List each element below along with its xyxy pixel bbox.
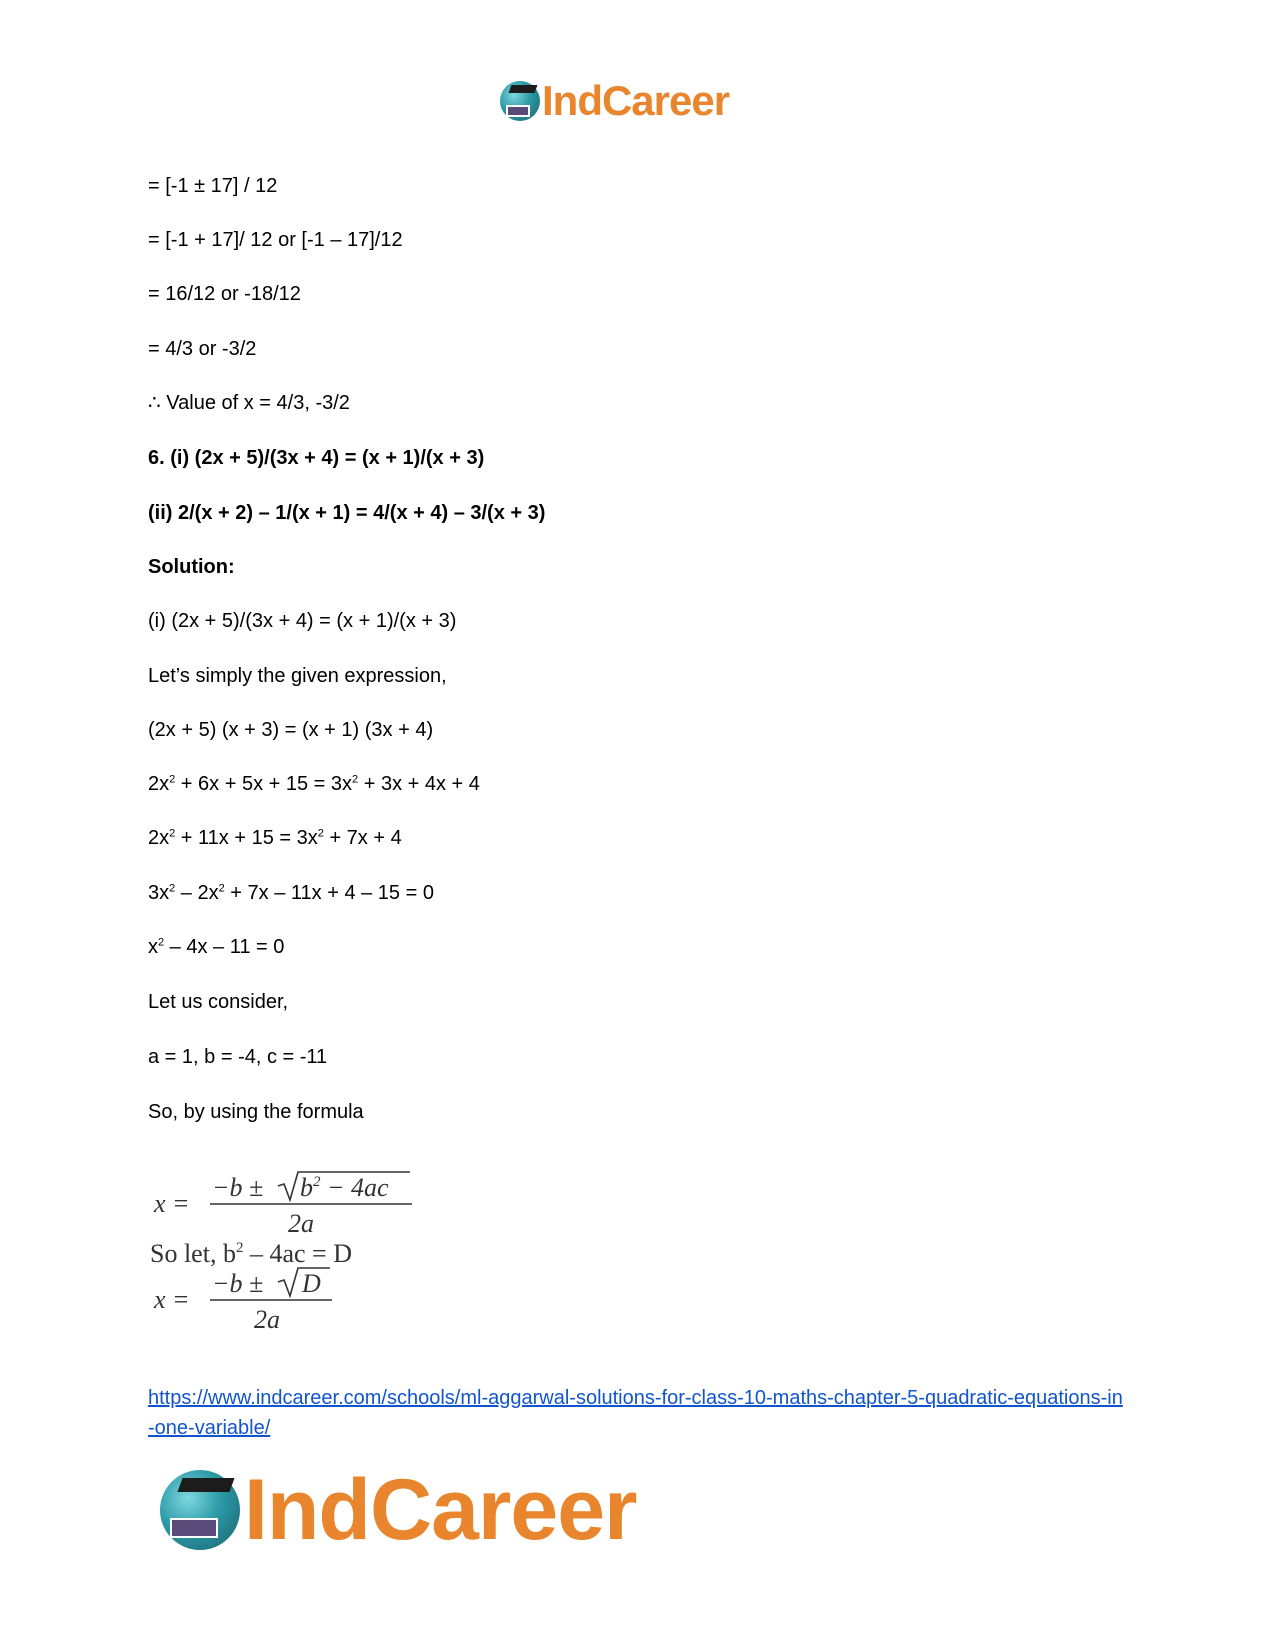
text-line: So, by using the formula (148, 1101, 364, 1123)
math-line-quadratic: $x^2 - 4x - 11 = 0$ (148, 936, 285, 958)
math-line: (2x + 5) (x + 3) = (x + 1) (3x + 4) (148, 719, 434, 741)
logo-text: IndCareer (542, 77, 730, 124)
formula-x-label-2: x = (154, 1285, 190, 1314)
quadratic-formula (150, 1170, 430, 1340)
math-line: (i) (2x + 5)/(3x + 4) = (x + 1)/(x + 3) (148, 610, 457, 632)
formula2-radicand: D (302, 1269, 321, 1298)
text-line: Let’s simply the given expression, (148, 665, 447, 687)
indcareer-logo-top (500, 76, 729, 126)
formula2-denominator: 2a (254, 1305, 280, 1334)
graduation-cap-icon (177, 1478, 234, 1492)
books-icon (170, 1518, 218, 1538)
formula-substitution: So let, $b^2 - 4ac = D$ (150, 1239, 352, 1268)
solution-heading: Solution: (148, 556, 235, 578)
formula-numerator-prefix: −b ± (212, 1173, 264, 1202)
math-line: = [-1 + 17]/ 12 or [-1 – 17]/12 (148, 229, 403, 251)
formula-denominator: 2a (288, 1209, 314, 1238)
source-link[interactable]: https://www.indcareer.com/schools/ml-aggarwal-solutions-for-class-10-maths-chapter-5-quadratic-equations-in-one-variable/ (148, 1387, 1123, 1439)
formula-radicand: $b^2 - 4ac$ (300, 1173, 389, 1202)
math-line: = 16/12 or -18/12 (148, 283, 301, 305)
logo-text: IndCareer (244, 1461, 637, 1558)
math-line: = [-1 ± 17] / 12 (148, 175, 278, 197)
result-line: ∴ Value of x = 4/3, -3/2 (148, 392, 350, 414)
indcareer-logo-bottom (160, 1462, 637, 1558)
question-heading-ii: (ii) 2/(x + 2) – 1/(x + 1) = 4/(x + 4) – 3/(x + 3) (148, 502, 546, 524)
globe-icon (500, 81, 540, 121)
math-line: = 4/3 or -3/2 (148, 338, 257, 360)
graduation-cap-icon (509, 85, 538, 93)
math-line-expanded: $2x^2 + 6x + 5x + 15 = 3x^2 + 3x + 4x + 4$ (148, 773, 480, 795)
question-heading-i: 6. (i) (2x + 5)/(3x + 4) = (x + 1)/(x + 3) (148, 447, 485, 469)
text-line: Let us consider, (148, 991, 289, 1013)
formula-x-label: x = (154, 1189, 190, 1218)
formula2-numerator-prefix: −b ± (212, 1269, 264, 1298)
books-icon (506, 105, 530, 117)
math-line-rearranged: $3x^2 - 2x^2 + 7x - 11x + 4 - 15 = 0$ (148, 882, 434, 904)
coefficients-line: a = 1, b = -4, c = -11 (148, 1046, 328, 1068)
math-line-simplified: $2x^2 + 11x + 15 = 3x^2 + 7x + 4$ (148, 827, 402, 849)
globe-icon (160, 1470, 240, 1550)
